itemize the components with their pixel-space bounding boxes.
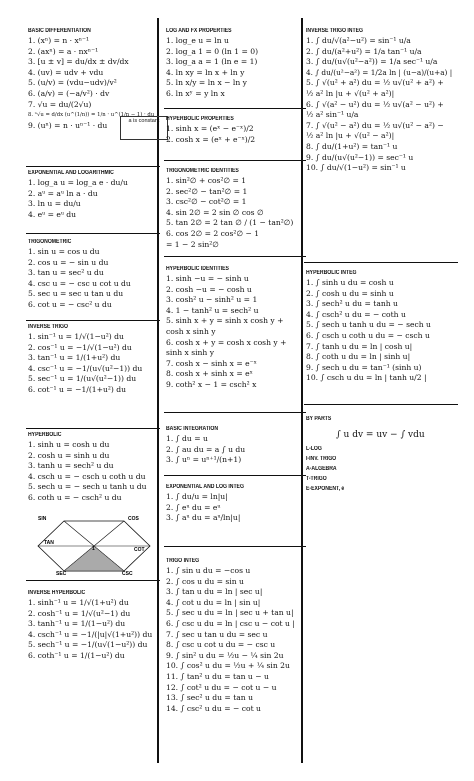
formula-line: 2. aᵘ = aᵘ ln a · du [28, 188, 98, 198]
formula-line: 4. eᵘ = eᵘ du [28, 209, 77, 219]
formula-line: 6. (a/v) = (−a/v²) · dv [28, 88, 110, 98]
inverse-trig-integration-section [306, 28, 452, 174]
formula-line: ½ a² ln |u + √(u² + a²)| [306, 88, 395, 98]
formula-line: 10. ∫ du/√(1−u²) = sin⁻¹ u [306, 163, 406, 173]
formula-line: 9. ∫ sech u du = tan⁻¹ (sinh u) [306, 362, 422, 372]
basic-integration-section [166, 426, 300, 466]
divider [164, 412, 306, 413]
formula-line: 1. sinh −u = − sinh u [166, 274, 249, 283]
section-title: BY PARTS [306, 416, 332, 422]
formula-line: 9. coth² x − 1 = csch² x [166, 379, 257, 389]
section-title: INVERSE TRIGO INTEG [306, 28, 363, 34]
formula-line: 8. ∫ csc u cot u du = − csc u [166, 640, 276, 650]
formula-line: 12. ∫ cot² u du = − cot u − u [166, 682, 277, 692]
formula-line: 7. ∫ tanh u du = ln | cosh u| [306, 341, 413, 351]
formula-line: 4. csc u = − csc u cot u du [28, 278, 131, 288]
formula-line: 2. cos u = − sin u du [28, 257, 109, 267]
formula-line: 2. ∫ cosh u du = sinh u [306, 288, 394, 298]
formula-line: 6. ∫ csc u du = ln | csc u − cot u | [166, 618, 295, 628]
section-title: TRIGONOMETRIC IDENTITIES [166, 168, 239, 174]
divider [26, 320, 160, 321]
formula-line: 3. ∫ du/(u√(u²−a²)) = 1/a sec⁻¹ u/a [306, 57, 438, 67]
section-title: BASIC DIFFERENTIATION [28, 28, 91, 34]
formula-line: 3. tanh u = sech² u du [28, 461, 114, 471]
formula-line: 3. tan u = sec² u du [28, 268, 104, 278]
formula-line: 3. ∫ tan u du = ln | sec u| [166, 587, 263, 597]
formula-line: 14. ∫ csc² u du = − cot u [166, 703, 261, 713]
formula-line: 6. coth u = − csch² u du [28, 492, 122, 502]
formula-line: 7. ∫ √(u² − a²) du = ½ u√(u² − a²) − [306, 120, 444, 130]
formula-line: 1. ∫ du = u [166, 434, 208, 443]
formula-line: 5. tan 2∅ = 2 tan ∅ / (1 − tan²∅) [166, 218, 294, 228]
formula-line: 4. ∫ csch² u du = − coth u [306, 309, 406, 319]
formula-line: 3. log_a a = 1 (ln e = 1) [166, 57, 258, 67]
formula-line: cosh x sinh y [166, 326, 216, 336]
divider [26, 166, 160, 167]
exp-log-diff-section [28, 170, 154, 220]
formula-line: 6. ln xʸ = y ln x [166, 88, 225, 98]
formula-line: 5. ∫ sec u du = ln | sec u + tan u| [166, 608, 294, 618]
formula-line: 9. ∫ sin² u du = ½u − ¼ sin 2u [166, 650, 284, 660]
section-title: TRIGO INTEG [166, 558, 200, 564]
trig-diff-section [28, 239, 154, 311]
hex-label-sec: SEC [56, 571, 67, 577]
formula-line: 2. ∫ du/(a²+u²) = 1/a tan⁻¹ u/a [306, 46, 422, 56]
inverse-hyperbolic-diff-section [28, 590, 154, 662]
divider [164, 475, 306, 476]
formula-line: 3. cosh² u − sinh² u = 1 [166, 295, 258, 305]
formula-line: 5. ∫ sech u tanh u du = − sech u [306, 320, 431, 330]
formula-line: 1. ∫ sin u du = −cos u [166, 566, 251, 575]
formula-line: 2. (axⁿ) = a · nxⁿ⁻¹ [28, 46, 99, 56]
formula-line: 4. csch⁻¹ u = −1/(|u|√(1+u²)) du [28, 629, 153, 639]
log-fx-properties-section [166, 28, 300, 100]
formula-line: 4. csc⁻¹ u = −1/(u√(u²−1)) du [28, 363, 143, 373]
liate-item: T-TRIGO [306, 476, 327, 482]
hyperbolic-identities-section [166, 266, 300, 391]
divider [304, 262, 458, 263]
formula-line: 1. ∫ sinh u du = cosh u [306, 278, 394, 287]
formula-line: 8. ⁿ√u = d/dx (u^(1/n)) = 1/n · u^(1/n − 1) · du [28, 112, 155, 119]
section-title: INVERSE TRIGO [28, 324, 68, 330]
formula-line: 6. cot⁻¹ u = −1/(1+u²) du [28, 384, 127, 394]
formula-line: 8. cosh x + sinh x = eˣ [166, 369, 253, 379]
formula-line: 5. sec⁻¹ u = 1/(u√(u²−1)) du [28, 374, 137, 384]
formula-line: 1. log_a u = log_a e · du/u [28, 178, 128, 187]
formula-line: 3. ∫ sech² u du = tanh u [306, 299, 398, 309]
formula-line: 4. ln xy = ln x + ln y [166, 67, 245, 77]
column-1 [28, 20, 160, 764]
section-title: HYPERBOLIC IDENTITIES [166, 266, 229, 272]
formula-line: 4. 1 − tanh² u = sech² u [166, 305, 259, 315]
by-parts-section [306, 416, 452, 494]
formula-line: 1. sin⁻¹ u = 1/√(1−u²) du [28, 332, 124, 341]
formula-line: 3. ∫ aᵘ du = aᵘ/ln|u| [166, 513, 241, 523]
formula-line: 5. sec u = sec u tan u du [28, 289, 124, 299]
column-3 [306, 20, 452, 764]
constant-note-box: a is constant [120, 116, 168, 140]
formula-line: 6. ∫ csch u coth u du = − csch u [306, 330, 430, 340]
formula-line: 5. sech u = − sech u tanh u du [28, 482, 147, 492]
formula-line: 3. [u ± v] = du/dx ± dv/dx [28, 57, 129, 67]
divider [26, 233, 160, 234]
formula-line: = 1 − 2 sin²∅ [166, 239, 219, 249]
formula-line: 9. ∫ du/(u√(u²−1)) = sec⁻¹ u [306, 152, 414, 162]
formula-line: 1. (xⁿ) = n · xⁿ⁻¹ [28, 36, 90, 45]
column-2 [166, 20, 300, 764]
formula-line: 5. ∫ √(u² + a²) du = ½ u√(u² + a²) + [306, 78, 444, 88]
liate-item: A-ALGEBRA [306, 466, 337, 472]
formula-line: 1. sinh u = cosh u du [28, 440, 110, 449]
formula-line: 10. ∫ cos² u du = ½u + ¼ sin 2u [166, 661, 290, 671]
section-title: HYPERBOLIC [28, 432, 62, 438]
formula-line: 2. sec²∅ − tan²∅ = 1 [166, 186, 248, 196]
formula-line: 2. cosh x = (eˣ + e⁻ˣ)/2 [166, 134, 256, 144]
formula-line: 8. ∫ du/(1+u²) = tan⁻¹ u [306, 141, 398, 151]
divider [26, 428, 160, 429]
formula-line: 4. (uv) = udv + vdu [28, 67, 104, 77]
liate-item: I-INV. TRIGO [306, 456, 337, 462]
exp-log-integration-section [166, 484, 300, 524]
formula-line: 1. log_e u = ln u [166, 36, 229, 45]
divider [26, 580, 160, 581]
trig-hexagon-diagram [34, 517, 154, 575]
formula-line: 2. cosh u = sinh u du [28, 450, 110, 460]
formula-line: 3. ln u = du/u [28, 199, 81, 209]
formula-line: sinh x sinh y [166, 348, 215, 358]
hex-label-one: 1 [92, 546, 95, 552]
formula-line: 5. ln x/y = ln x − ln y [166, 78, 247, 88]
formula-line: ½ a² ln |u + √(u² − a²)| [306, 131, 395, 141]
formula-line: 6. coth⁻¹ u = 1/(1−u²) du [28, 650, 125, 660]
formula-line: 1. sin²∅ + cos²∅ = 1 [166, 176, 247, 185]
section-title: TRIGONOMETRIC [28, 239, 72, 245]
hyperbolic-integration-section [306, 270, 452, 384]
formula-line: 13. ∫ sec² u du = tan u [166, 693, 253, 703]
formula-line: 10. ∫ csch u du = ln | tanh u/2 | [306, 373, 427, 383]
hyperbolic-properties-section [166, 116, 300, 145]
divider [164, 546, 306, 547]
hex-label-cos: COS [128, 516, 139, 522]
formula-line: 4. ∫ du/(u²−a²) = 1/2a ln | (u−a)/(u+a) | [306, 67, 453, 77]
formula-line: 2. cosh −u = − cosh u [166, 284, 252, 294]
formula-line: 6. ∫ √(a² − u²) du = ½ u√(a² − u²) + [306, 99, 444, 109]
formula-line: 6. cos 2∅ = 2 cos²∅ − 1 [166, 228, 260, 238]
formula-line: 1. ∫ du/u = ln|u| [166, 492, 228, 501]
formula-line: 5. (u/v) = (vdu−udv)/v² [28, 78, 117, 88]
divider [304, 404, 458, 405]
formula-line: 2. ∫ cos u du = sin u [166, 576, 244, 586]
liate-item: L-LOG [306, 446, 322, 452]
liate-item: E-EXPONENT, e [306, 486, 345, 492]
formula-line: 2. ∫ au du = a ∫ u du [166, 444, 246, 454]
inverse-trig-diff-section [28, 324, 154, 396]
formula-line: 2. cos⁻¹ u = −1/√(1−u²) du [28, 342, 132, 352]
formula-line: 4. ∫ cot u du = ln | sin u| [166, 597, 261, 607]
divider [164, 160, 306, 161]
section-title: HYPERBOLIC INTEG [306, 270, 357, 276]
formula-line: 2. log_a 1 = 0 (ln 1 = 0) [166, 46, 259, 56]
section-title: BASIC INTEGRATION [166, 426, 219, 432]
hex-label-sin: SIN [38, 516, 47, 522]
formula-line: 7. √u = du/(2√u) [28, 99, 92, 109]
formula-line: ½ a² sin⁻¹ u/a [306, 110, 359, 120]
section-title: LOG AND FX PROPERTIES [166, 28, 232, 34]
formula-line: 3. csc²∅ − cot²∅ = 1 [166, 197, 247, 207]
formula-line: 9. (uⁿ) = n · uⁿ⁻¹ · du [28, 120, 108, 130]
formula-line: 4. sin 2∅ = 2 sin ∅ cos ∅ [166, 207, 264, 217]
formula-line: 3. tanh⁻¹ u = 1/(1−u²) du [28, 619, 126, 629]
by-parts-formula: ∫ u dv = uv − ∫ vdu [336, 430, 425, 440]
liate-list [306, 444, 452, 494]
formula-line: 1. sin u = cos u du [28, 247, 100, 256]
formula-line: 8. ∫ coth u du = ln | sinh u| [306, 352, 411, 362]
trig-integration-section [166, 558, 300, 714]
formula-line: 6. cosh x + y = cosh x cosh y + [166, 337, 287, 347]
hex-label-cot: COT [134, 547, 145, 553]
column-divider-2 [301, 18, 303, 763]
formula-line: 5. sinh x + y = sinh x cosh y + [166, 316, 284, 326]
section-title: INVERSE HYPERBOLIC [28, 590, 86, 596]
formula-line: 4. csch u = − csch u coth u du [28, 471, 146, 481]
divider [164, 256, 306, 257]
section-title: EXPONENTIAL AND LOGARITHMIC [28, 170, 114, 176]
formula-line: 1. sinh⁻¹ u = 1/√(1+u²) du [28, 598, 129, 607]
hex-label-csc: CSC [122, 571, 133, 577]
formula-line: 3. tan⁻¹ u = 1/(1+u²) du [28, 353, 121, 363]
divider [164, 108, 306, 109]
formula-line: 3. ∫ uⁿ = uⁿ⁺¹/(n+1) [166, 455, 242, 465]
formula-line: 2. cosh⁻¹ u = 1/√(u²−1) du [28, 608, 131, 618]
hyperbolic-diff-section [28, 432, 154, 504]
formula-line: 1. sinh x = (eˣ − e⁻ˣ)/2 [166, 124, 254, 133]
formula-line: 11. ∫ tan² u du = tan u − u [166, 671, 269, 681]
hex-label-tan: TAN [44, 540, 54, 546]
section-title: HYPERBOLIC PROPERTIES [166, 116, 234, 122]
formula-line: 1. ∫ du/√(a²−u²) = sin⁻¹ u/a [306, 36, 411, 45]
formula-line: 2. ∫ eᵘ du = eᵘ [166, 502, 221, 512]
trig-identities-section [166, 168, 300, 250]
formula-line: 7. cosh x − sinh x = e⁻ˣ [166, 358, 257, 368]
section-title: EXPONENTIAL AND LOG INTEG [166, 484, 244, 490]
formula-line: 7. ∫ sec u tan u du = sec u [166, 629, 268, 639]
formula-line: 6. cot u = − csc² u du [28, 299, 112, 309]
formula-line: 5. sech⁻¹ u = −1/(u√(1−u²)) du [28, 640, 148, 650]
